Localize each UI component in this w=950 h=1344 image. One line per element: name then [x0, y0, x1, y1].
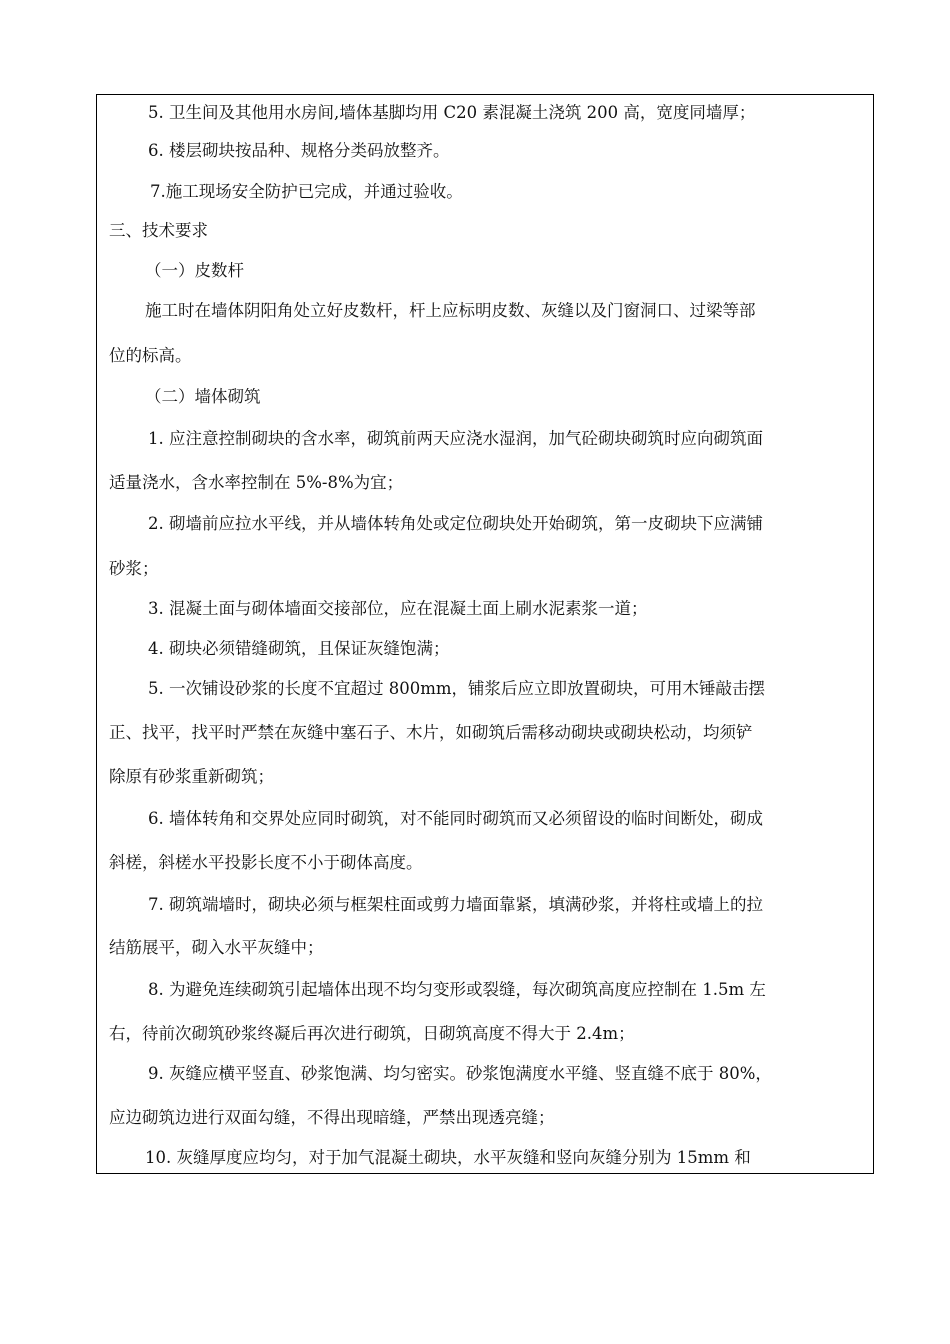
text-line: 5. 卫生间及其他用水房间,墙体基脚均用 C20 素混凝土浇筑 200 高，宽度同墙厚；	[148, 103, 756, 122]
text-line: 6. 楼层砌块按品种、规格分类码放整齐。	[148, 141, 450, 160]
text-line: 7.施工现场安全防护已完成，并通过验收。	[150, 182, 463, 201]
text-line: 7. 砌筑端墙时，砌块必须与框架柱面或剪力墙面靠紧，填满砂浆，并将柱或墙上的拉	[148, 895, 763, 914]
text-line: 2. 砌墙前应拉水平线，并从墙体转角处或定位砌块处开始砌筑，第一皮砌块下应满铺	[148, 514, 763, 533]
text-line: 除原有砂浆重新砌筑；	[109, 767, 274, 786]
text-line: 右，待前次砌筑砂浆终凝后再次进行砌筑，日砌筑高度不得大于 2.4m；	[109, 1024, 635, 1043]
text-line: 施工时在墙体阴阳角处立好皮数杆，杆上应标明皮数、灰缝以及门窗洞口、过梁等部	[145, 301, 756, 320]
text-line: 应边砌筑边进行双面勾缝，不得出现暗缝，严禁出现透亮缝；	[109, 1108, 555, 1127]
text-line: 6. 墙体转角和交界处应同时砌筑，对不能同时砌筑而又必须留设的临时间断处，砌成	[148, 809, 763, 828]
section-heading: 三、技术要求	[109, 221, 208, 240]
text-line: 适量浇水，含水率控制在 5%-8%为宜；	[109, 473, 404, 492]
text-line: 3. 混凝土面与砌体墙面交接部位，应在混凝土面上刷水泥素浆一道；	[148, 599, 648, 618]
text-line: 10. 灰缝厚度应均匀，对于加气混凝土砌块，水平灰缝和竖向灰缝分别为 15mm 和	[145, 1148, 751, 1167]
text-line: 砂浆；	[109, 559, 159, 578]
subsection-heading: （二）墙体砌筑	[145, 387, 261, 406]
text-line: 结筋展平，砌入水平灰缝中；	[109, 938, 324, 957]
text-line: 9. 灰缝应横平竖直、砂浆饱满、均匀密实。砂浆饱满度水平缝、竖直缝不底于 80%，	[148, 1064, 772, 1083]
text-line: 位的标高。	[109, 346, 192, 365]
document-frame	[96, 94, 874, 1174]
text-line: 4. 砌块必须错缝砌筑，且保证灰缝饱满；	[148, 639, 450, 658]
text-line: 1. 应注意控制砌块的含水率，砌筑前两天应浇水湿润，加气砼砌块砌筑时应向砌筑面	[148, 429, 763, 448]
text-line: 斜槎，斜槎水平投影长度不小于砌体高度。	[109, 853, 423, 872]
text-line: 8. 为避免连续砌筑引起墙体出现不均匀变形或裂缝，每次砌筑高度应控制在 1.5m 左	[148, 980, 766, 999]
text-line: 5. 一次铺设砂浆的长度不宜超过 800mm，铺浆后应立即放置砌块，可用木锤敲击摆	[148, 679, 766, 698]
text-line: 正、找平，找平时严禁在灰缝中塞石子、木片，如砌筑后需移动砌块或砌块松动，均须铲	[109, 723, 753, 742]
subsection-heading: （一）皮数杆	[145, 261, 244, 280]
